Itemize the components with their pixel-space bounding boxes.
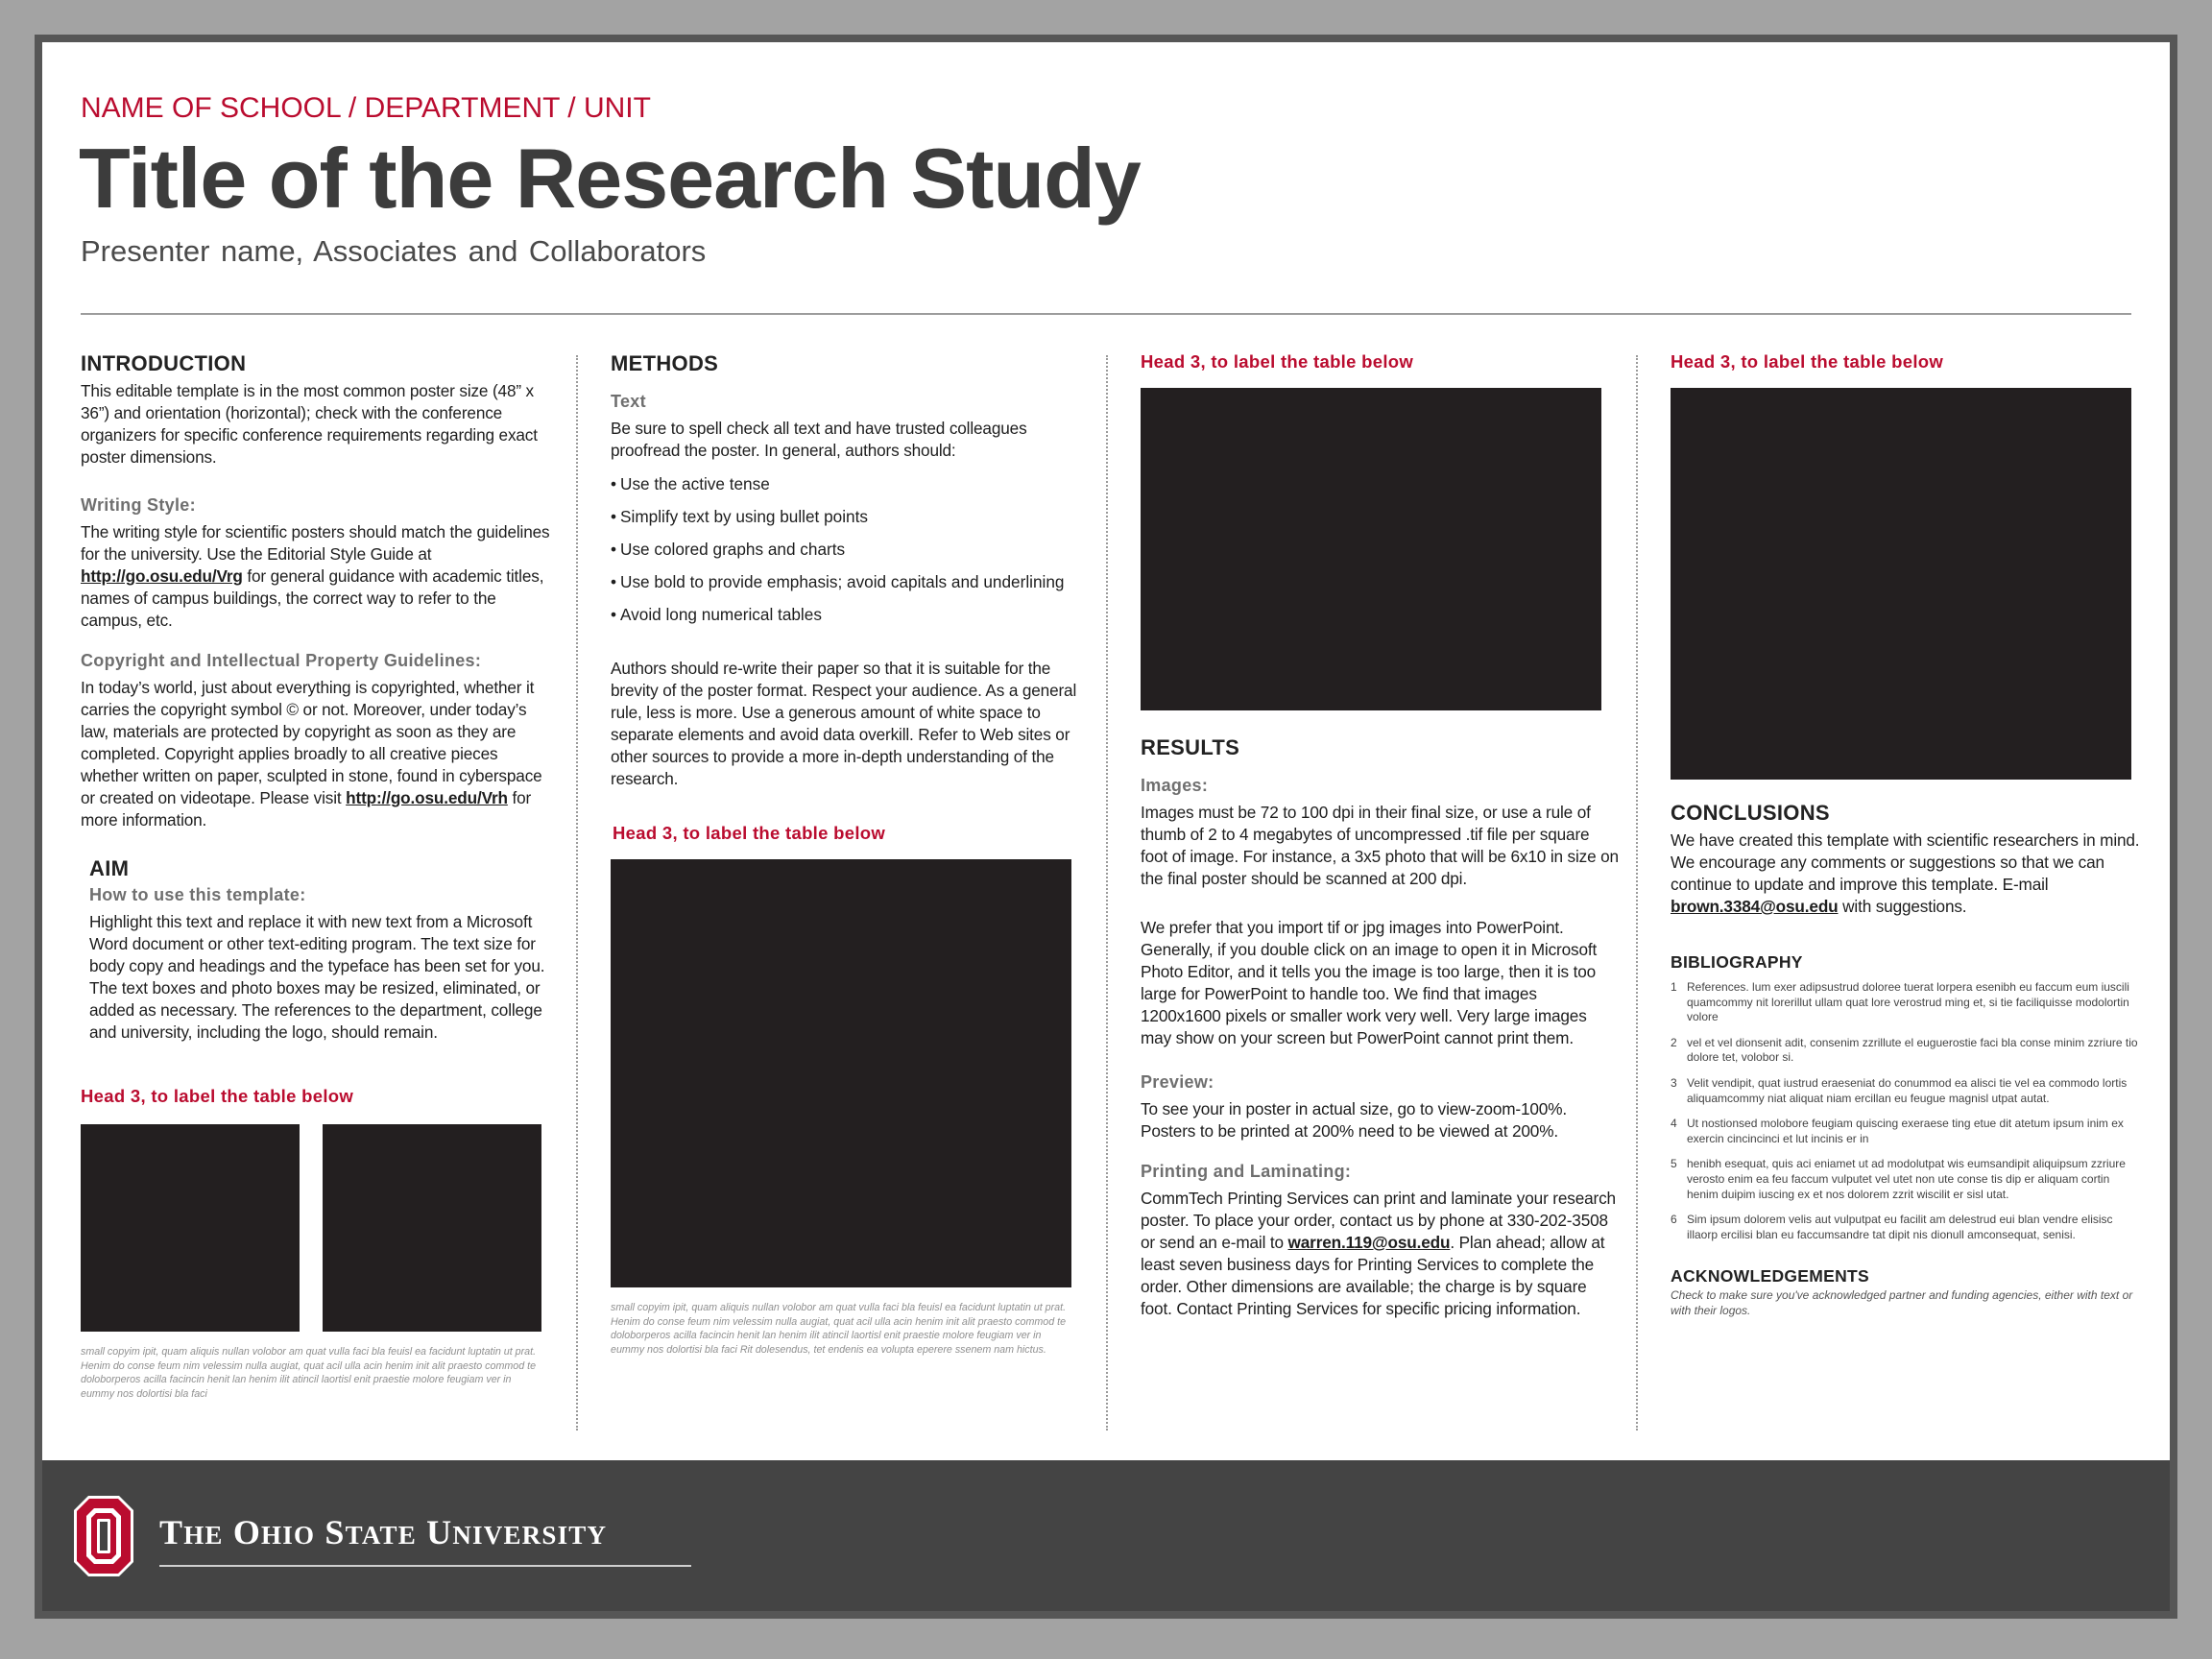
aim-body: Highlight this text and replace it with new text from a Microsoft Word document or other text-editing program. The text size for body copy and headings and the typeface has been set for you. The text boxes and photo boxes may be resized, eliminated, or added as necessary. The references to the department, college and university, including the logo, should remain. [89, 912, 545, 1042]
printing-heading: Printing and Laminating: [1141, 1162, 1352, 1181]
acknowledgements-body: Check to make sure you've acknowledged partner and funding agencies, either with text or with their logos. [1671, 1288, 2133, 1317]
column-divider [1106, 355, 1108, 1431]
bibliography-number: 4 [1671, 1117, 1677, 1131]
methods-bullet-list [611, 473, 1081, 626]
poster-frame [35, 35, 2177, 1619]
conclusions-email-link[interactable]: brown.3384@osu.edu [1671, 897, 1839, 916]
introduction-body: This editable template is in the most common poster size (48” x 36”) and orientation (horizontal); check with the conference organizers for specific conference requirements regarding exact poster dimensions. [81, 381, 538, 467]
table-placeholder [611, 859, 1071, 1287]
methods-bullet-item [611, 506, 1081, 528]
bibliography-number: 1 [1671, 980, 1677, 994]
header-divider [81, 313, 2131, 315]
photo-caption: small copyim ipit, quam aliquis nullan volobor am quat vulla faci bla feuisl ea facidunt luptatin ut prat. Henim do conse feum nim velessim nulla augiat, quat acil ulla acin henim init alit praesto commod te doloborperos acilla facincin henit lan henim ilit atincil laortisl enit praestie molore feugiam ver in eummy nos dolortisi bla faci [81, 1346, 537, 1400]
table-caption: small copyim ipit, quam aliquis nullan volobor am quat vulla faci bla feuisl ea facidunt luptatin ut prat. Henim do conse feum nim velessim nulla augiat, quat acil ulla acin henim init alit praesto commod te doloborperos acilla facincin henit lan henim ilit atincil laortisl enit praestie molore feugiam ver in eummy nos dolortisi bla faci Rit dolesendus, tet endenis ea volupta eperere ssenem nam hictus. [611, 1302, 1067, 1356]
presenter-names: Presenter name, Associates and Collaborators [81, 234, 707, 268]
preview-body: To see your in poster in actual size, go to view-zoom-100%. Posters to be printed at 200% need to be viewed at 200%. [1141, 1099, 1567, 1141]
introduction-heading: INTRODUCTION [81, 351, 247, 375]
column-divider [576, 355, 578, 1431]
school-name: NAME OF SCHOOL / DEPARTMENT / UNIT [81, 92, 651, 124]
column-introduction [81, 351, 551, 1401]
conclusions-heading: CONCLUSIONS [1671, 801, 1830, 825]
bibliography-text: henibh esequat, quis aci eniamet ut ad modolutpat wis eumsandipit aliquipsum zzriure verosto enim ea feu faccum vulputet vel utet non ute conse tis dip er aliquam cortin henim duipim iuscing ex et nos dolorem zzrit wiscilit er sisl utat. [1687, 1157, 2126, 1201]
methods-heading: METHODS [611, 351, 719, 375]
bibliography-item [1671, 1117, 2141, 1146]
methods-bullet-item [611, 473, 1081, 495]
preview-heading: Preview: [1141, 1072, 1214, 1092]
table-label: Head 3, to label the table below [613, 823, 886, 843]
acknowledgements-heading: ACKNOWLEDGEMENTS [1671, 1266, 1870, 1286]
conclusions-body: We have created this template with scientific researchers in mind. We encourage any comments or suggestions so that we can continue to update and improve this template. E-mail brown.3384@osu.edu with suggestions. [1671, 830, 2140, 916]
bibliography-text: vel et vel dionsenit adit, consenim zzrillute el euguerostie faci bla conse minim zzriure tio dolore tet, volobor si. [1687, 1035, 2138, 1065]
methods-bullet-item [611, 539, 1081, 561]
photo-pair [81, 1124, 551, 1334]
copyright-heading: Copyright and Intellectual Property Guidelines: [81, 651, 482, 670]
copyright-body: In today’s world, just about everything is copyrighted, whether it carries the copyright symbol © or not. Moreover, under today’s law, materials are protected by copyright as soon as they are completed. Copyright applies broadly to all creative pieces whether written on paper, sculpted in stone, found in cyberspace or created on videotape. Please visit http://go.osu.edu/Vrh for more information. [81, 678, 542, 830]
printing-body: CommTech Printing Services can print and laminate your research poster. To place your order, contact us by phone at 330-202-3508 or send an e-mail to warren.119@osu.edu. Plan ahead; allow at least seven business days for Printing Services to complete the order. Other dimensions are available; the charge is by square foot. Contact Printing Services for specific pricing information. [1141, 1189, 1616, 1318]
bibliography-item [1671, 1157, 2141, 1202]
bullet-glyph: • [611, 572, 617, 591]
bibliography-item [1671, 980, 2141, 1025]
bibliography-text: Ut nostionsed molobore feugiam quiscing exeraese ting etue dit atetum ipsum inim ex exercin cincincinci et lut incinis er in [1687, 1117, 2124, 1145]
copyright-link[interactable]: http://go.osu.edu/Vrh [346, 788, 508, 807]
results-heading: RESULTS [1141, 735, 1240, 759]
images-body: Images must be 72 to 100 dpi in their final size, or use a rule of thumb of 2 to 4 megabytes of uncompressed .tif file per square foot of image. For instance, a 3x5 photo that will be 6x10 in size on the final poster should be scanned at 200 dpi. [1141, 803, 1619, 888]
footer-bar [42, 1460, 2170, 1611]
photo-placeholder [81, 1124, 300, 1332]
bullet-text: Use colored graphs and charts [620, 540, 846, 559]
poster-title: Title of the Research Study [79, 131, 1141, 226]
text-subheading: Text [611, 392, 646, 411]
printing-email-link[interactable]: warren.119@osu.edu [1287, 1233, 1451, 1252]
methods-bullet-item [611, 604, 1081, 626]
bullet-text: Use bold to provide emphasis; avoid capitals and underlining [620, 572, 1065, 591]
editorial-guide-link[interactable]: http://go.osu.edu/Vrg [81, 566, 243, 586]
images-heading: Images: [1141, 776, 1209, 795]
methods-intro: Be sure to spell check all text and have trusted colleagues proofread the poster. In general, authors should: [611, 419, 1027, 460]
bullet-glyph: • [611, 605, 617, 624]
bullet-text: Use the active tense [620, 474, 770, 493]
methods-body: Authors should re-write their paper so that it is suitable for the brevity of the poster format. Respect your audience. As a general rule, less is more. Use a generous amount of white space to separate elements and avoid data overkill. Refer to Web sites or other sources to provide a more in-depth understanding of the research. [611, 659, 1077, 788]
bullet-text: Avoid long numerical tables [620, 605, 822, 624]
bibliography-list [1671, 980, 2141, 1242]
table-placeholder [1141, 388, 1601, 710]
aim-subheading: How to use this template: [89, 885, 306, 904]
writing-style-heading: Writing Style: [81, 495, 196, 515]
block-o-logo [73, 1495, 134, 1577]
aim-section [81, 856, 551, 1044]
column-divider [1636, 355, 1638, 1431]
university-wordmark: THE OHIO STATE UNIVERSITY [159, 1513, 608, 1551]
column-conclusions [1671, 351, 2141, 1319]
poster [42, 42, 2170, 1611]
methods-bullet-item [611, 571, 1081, 593]
photo-placeholder [323, 1124, 541, 1332]
bibliography-text: Sim ipsum dolorem velis aut vulputpat eu facilit am delestrud eui blan vendre elisisc illaorp ercilisi blan eu faccumsandre tat dipit nis dionull amconsequat, senisi. [1687, 1213, 2113, 1241]
bullet-text: Simplify text by using bullet points [620, 507, 868, 526]
table-label: Head 3, to label the table below [1141, 351, 1414, 372]
table-label: Head 3, to label the table below [1671, 351, 1944, 372]
wordmark-underline [159, 1565, 691, 1567]
table-placeholder [1671, 388, 2131, 780]
bibliography-item [1671, 1213, 2141, 1242]
bibliography-heading: BIBLIOGRAPHY [1671, 952, 1803, 972]
bibliography-item [1671, 1036, 2141, 1066]
bibliography-number: 2 [1671, 1035, 1677, 1049]
bibliography-number: 6 [1671, 1213, 1677, 1227]
writing-style-body: The writing style for scientific posters should match the guidelines for the university. Use the Editorial Style Guide at http://go.osu.edu/Vrg for general guidance with academic titles, names of campus buildings, the correct way to refer to the campus, etc. [81, 522, 550, 630]
bullet-glyph: • [611, 507, 617, 526]
bullet-glyph: • [611, 474, 617, 493]
aim-heading: AIM [89, 856, 130, 880]
column-methods [611, 351, 1081, 1357]
bibliography-number: 5 [1671, 1157, 1677, 1171]
bibliography-item [1671, 1076, 2141, 1106]
bibliography-number: 3 [1671, 1075, 1677, 1090]
column-results [1141, 351, 1621, 1320]
bibliography-text: Velit vendipit, quat iustrud eraeseniat do conummod ea alisci tie vel ea commodo lortis aliquamcommy niat aliquat niam ercillan eu feugue magnisl utpat autat. [1687, 1075, 2128, 1105]
bullet-glyph: • [611, 540, 617, 559]
table-label: Head 3, to label the table below [81, 1086, 354, 1106]
bibliography-text: References. lum exer adipsustrud doloree tuerat lorpera esenibh eu faccum eum iuscili quamcommy nit lorerillut ullam quat lore verostrud ming et, si tie faciliquisse modolortin volore [1687, 980, 2129, 1024]
images-body-2: We prefer that you import tif or jpg images into PowerPoint. Generally, if you double click on an image to open it in Microsoft Photo Editor, and it tells you the image is too large, then it is too large for PowerPoint to handle too. We find that images 1200x1600 pixels or smaller work very well. Very large images may show on your screen but PowerPoint cannot print them. [1141, 918, 1598, 1047]
